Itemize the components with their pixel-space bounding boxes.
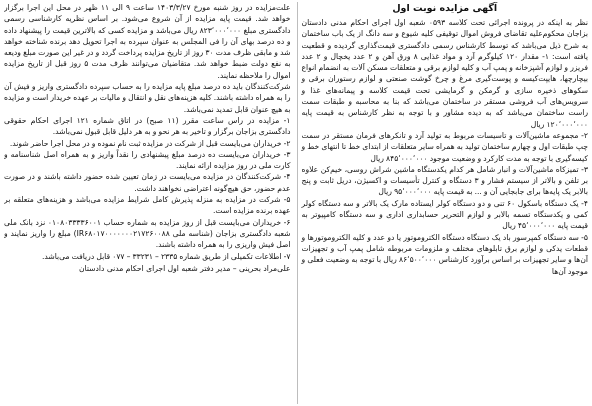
paragraph: ۴- یک دستگاه باسکول ۶۰ تنی و دو دستگاه کولر ایستاده مارک یک بالاتر و سه دستگاه کولر کمی و یکدستگاه تسمه بالابر و لوازم التحریر حسابداری اداری و سه دستگاه کامپیوتر به قیمت پایه ۴۵٬۰۰۰٬۰۰۰ ریال xyxy=(301,198,588,231)
paragraph: نظر به اینکه در پرونده اجرائی تحت کلاسه ۰۵۹۳ شعبه اول اجرای احکام مدنی دادستان بزاجان محکوم‌علیه تقاضای فروش اموال توقیفی کلیه شیوع و سه دانگ از یک باب ساختمان به شرح ذیل می‌باشد که توسط کارشناس رسمی دادگستری قیمت‌گذاری گردیده و قطعیت یافته است: ۱- مقدار ۱۲۰ کیلوگرم آرد و مواد غذایی ۸ ورق آهن و ۲ عدد یخچال و ۲ عدد فریزر و لوازم آشپزخانه و پمپ آب و کلیه لوازم برقی و متعلقات مسکن آلات به انضمام انواع بیچارچها، هایپت‌کیسه و پوست‌گیری مرغ و چرخ گوشت صنعتی و لوازم رستوران برقی و سکوهای ذخیره سازی و گرمکن و گرمایشی تحت قیمت کلاسه و پیمانه‌های غذا و سرویس‌های آب فروشی مستقر در ساختمان می‌باشد که بنا به محاسبه و طبقات سمت راست ساختمان می‌باشد که به دیده مشاور و با توجه به نظر کارشناس به قیمت پایه ۱۲۰٬۰۰۰٬۰۰۰ ریال xyxy=(301,18,588,129)
paragraph: ۴- شرکت‌کنندگان در مزایده می‌بایست در زمان تعیین شده حضور داشته باشند و در صورت عدم حضور، حق هیچ‌گونه اعتراضی نخواهند داشت. xyxy=(4,172,291,193)
right-column xyxy=(297,2,589,404)
paragraph: ۳- تمیزکاه ماشین‌آلات و انبار شامل هر کدام یکدستگاه ماشین شراش روسی، خیم‌کن علاوه بر تلفن و بالاتر از سیستم فشار و ۳ دستگاه و کنترل تأسیسات و اکسیژن، دریل ثابت و پنج بالابر یک پایه‌ها برای جابجایی آن و ... به قیمت پایه ۹۵٬۰۰۰٬۰۰۰ ریال xyxy=(301,164,588,197)
paragraph: ۵- سه دستگاه کمپرسور باد یک دستگاه دستگاه الکتروموتور یا دو عدد و کلیه الکتروموتورها و قطعات یدکی و لوازم برق تابلوهای مختلف و ملزومات مربوطه شامل پمپ آب و تجهیزات آن‌ها و سایر تجهیزات بر اساس برآورد کارشناس ۸۶٬۵۰۰٬۰۰۰ ریال با توجه به وضعیت فعلی و موجود آن‌ها xyxy=(301,232,588,276)
left-column xyxy=(4,2,291,404)
paragraph: ۷- اطلاعات تکمیلی از طریق شماره ۲۳۳۵ – ۳۳۲۳۱ – ۰۷۷ قابل دریافت می‌باشد. xyxy=(41,251,291,261)
paragraph: شرکت‌کنندگان باید ده درصد مبلغ پایه مزایده را به حساب سپرده دادگستری واریز و فیش آن را به همراه داشته باشند. کلیه هزینه‌های نقل و انتقال و مالیات بر عهده خریدار است و مزایده به هیچ عنوان قابل تمدید نمی‌باشد. xyxy=(4,82,291,114)
paragraph: ۲- مجموعه ماشین‌آلات و تاسیسات مربوط به تولید آرد و تانکرهای فرمان مستقر در سمت چپ طبقات اول و چهارم ساختمان تولید به همراه سایر متعلقات از ابتدای خط تا انتهای خط و کیسه‌گیری با توجه به مدت کارکرد و وضعیت موجود ۸۴۵٬۰۰۰٬۰۰۰ ریال xyxy=(301,130,588,163)
paragraph: ۵- شرکت در مزایده به منزله پذیرش کامل شرایط مزایده می‌باشد و هزینه‌های متعلقه بر عهده برنده مزایده است. xyxy=(4,195,291,216)
paragraph: علت‌مزایده در روز شنبه مورخ ۱۴۰۳/۳/۲۷ ساعت ۹ الی ۱۱ ظهر در محل این اجرا برگزار خواهد شد. قیمت پایه مزایده از آن شروع می‌شود. بر اساس نظریه کارشناسی رسمی دادگستری مبلغ ۸۲۳٬۰۰۰٬۰۰۰ ریال می‌باشد و مزایده کسی که بالاترین قیمت را پیشنهاد داده و ده درصد بهای آن را فی المجلس به عنوان سپرده به اجرا تحویل دهد برنده شناخته خواهد شد و مابقی ظرف مدت ۳۰ روز از تاریخ مزایده پرداخت گردد و در غیر این صورت مبلغ ودیعه به نفع دولت ضبط خواهد شد. متقاضیان می‌توانند ظرف مدت ۵ روز قبل از تاریخ مزایده اموال را ملاحظه نمایند. xyxy=(4,3,291,80)
paragraph: ۳- خریداران می‌بایست ده درصد مبلغ پیشنهادی را نقداً واریز و به همراه اصل شناسنامه و کارت ملی در روز مزایده ارائه نمایند. xyxy=(4,149,291,171)
notice-title: آگهی مزایده نوبت اول xyxy=(392,3,498,14)
signature: علی‌مراد بحرینی – مدیر دفتر شعبه اول اجرای احکام مدنی دادستان xyxy=(78,263,291,273)
paragraph: ۱- مزایده در راس ساعت مقرر (۱۱ صبح) در اتاق شماره ۱۲۱ اجرای احکام حقوقی دادگستری بزاجان برگزار و تاخیر به هر نحو و به هر دلیل قابل قبول نمی‌باشد. xyxy=(4,115,291,137)
paragraph: ۲- خریداران می‌بایست قبل از شرکت در مزایده ثبت نام نموده و در محل اجرا حاضر شوند. xyxy=(9,138,291,148)
notice-columns xyxy=(4,2,588,404)
paragraph: ۶- خریداران می‌بایست قبل از روز مزایده به شماره حساب ۰۱۰۸۰۳۳۳۳۶۰۰۱ نزد بانک ملی شعبه دادگستری بزاجان (شناسه ملی IR۶۸۰۱۷۰۰۰۰۰۰۰۲۱۷۲۶۰۰۸۸) مبلغ را واریز نمایند و اصل فیش واریزی را به همراه داشته باشند. xyxy=(4,217,291,250)
